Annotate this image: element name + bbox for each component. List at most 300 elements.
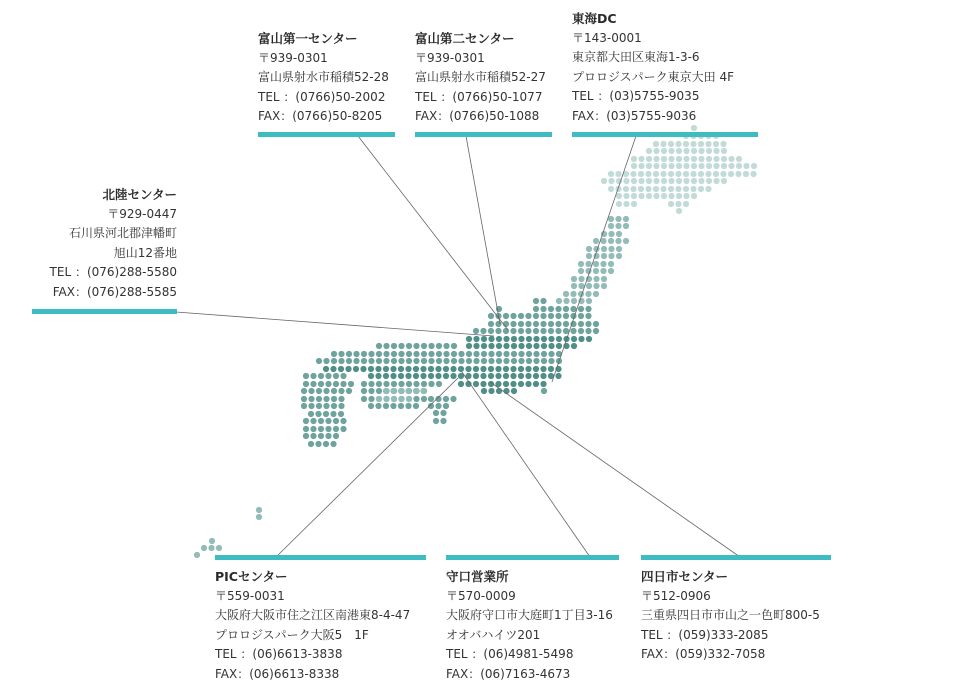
map-dot: [331, 351, 337, 357]
map-dot: [495, 366, 501, 372]
map-dot: [361, 358, 367, 364]
map-dot: [668, 163, 674, 169]
map-dot: [608, 178, 614, 184]
map-dot: [436, 381, 442, 387]
map-dot: [721, 178, 727, 184]
map-dot: [713, 163, 719, 169]
map-dot: [383, 351, 389, 357]
address-line: プロロジスパーク大阪5 1F: [215, 627, 369, 642]
map-dot: [308, 388, 314, 394]
location-name: 四日市センター: [641, 569, 729, 584]
map-dot: [330, 441, 336, 447]
postal-code: 〒929-0447: [107, 206, 177, 221]
map-dot: [683, 171, 689, 177]
map-dot: [473, 336, 479, 342]
map-dot: [585, 306, 591, 312]
map-dot: [683, 201, 689, 207]
map-dot: [451, 351, 457, 357]
location-tokai: [572, 9, 734, 127]
map-dot: [675, 171, 681, 177]
address-line: 石川県河北郡津幡町: [68, 226, 177, 241]
map-dot: [488, 321, 494, 327]
map-dot: [325, 426, 331, 432]
map-dot: [361, 351, 367, 357]
map-dot: [653, 171, 659, 177]
map-dot: [540, 381, 546, 387]
map-dot: [698, 186, 704, 192]
map-dot: [518, 321, 524, 327]
map-dot: [541, 336, 547, 342]
map-dot: [301, 388, 307, 394]
map-dot: [548, 313, 554, 319]
map-dot: [563, 298, 569, 304]
map-dot: [376, 343, 382, 349]
map-dot: [615, 216, 621, 222]
map-dot: [653, 193, 659, 199]
map-dot: [510, 321, 516, 327]
map-dot: [413, 396, 419, 402]
map-dot: [348, 381, 354, 387]
map-dot: [653, 186, 659, 192]
map-dot: [518, 351, 524, 357]
map-dot: [720, 141, 726, 147]
map-dot: [443, 343, 449, 349]
map-dot: [303, 433, 309, 439]
map-dot: [353, 358, 359, 364]
map-dot: [413, 366, 419, 372]
map-dot: [398, 373, 404, 379]
map-dot: [368, 358, 374, 364]
map-dot: [593, 261, 599, 267]
map-dot: [310, 418, 316, 424]
map-dot: [721, 156, 727, 162]
map-dot: [436, 343, 442, 349]
map-dot: [406, 381, 412, 387]
map-dot: [735, 171, 741, 177]
map-dot: [683, 178, 689, 184]
map-dot: [661, 178, 667, 184]
map-dot: [713, 156, 719, 162]
map-dot: [601, 276, 607, 282]
map-dot: [466, 351, 472, 357]
map-dot: [676, 178, 682, 184]
map-dot: [488, 388, 494, 394]
map-dot: [503, 373, 509, 379]
map-dot: [436, 358, 442, 364]
map-dot: [428, 403, 434, 409]
map-dot: [556, 343, 562, 349]
map-dot: [353, 351, 359, 357]
map-dot: [698, 148, 704, 154]
map-dot: [338, 351, 344, 357]
map-dot: [450, 373, 456, 379]
map-dot: [420, 388, 426, 394]
map-dot: [570, 328, 576, 334]
map-dot: [315, 411, 321, 417]
map-dot: [518, 343, 524, 349]
map-dot: [488, 328, 494, 334]
map-dot: [623, 223, 629, 229]
map-dot: [668, 171, 674, 177]
map-dot: [563, 328, 569, 334]
map-dot: [601, 246, 607, 252]
map-dot: [525, 328, 531, 334]
map-dot: [511, 336, 517, 342]
map-dot: [570, 291, 576, 297]
map-dot: [496, 388, 502, 394]
map-dot: [405, 366, 411, 372]
map-dot: [690, 171, 696, 177]
map-dot: [533, 336, 539, 342]
map-dot: [540, 321, 546, 327]
map-dot: [653, 163, 659, 169]
map-dot: [533, 358, 539, 364]
address-line: 大阪府大阪市住之江区南港東8-4-47: [215, 608, 411, 623]
map-dot: [556, 336, 562, 342]
map-dot: [481, 343, 487, 349]
map-dot: [503, 366, 509, 372]
map-dot: [728, 163, 734, 169]
map-dot: [323, 366, 329, 372]
map-dot: [533, 306, 539, 312]
map-dot: [458, 381, 464, 387]
map-dot: [706, 156, 712, 162]
map-dot: [435, 373, 441, 379]
map-dot: [325, 418, 331, 424]
map-dot: [368, 351, 374, 357]
location-name: 北陸センター: [102, 187, 177, 202]
map-dot: [331, 403, 337, 409]
fax-number: FAX：(0766)50-1088: [415, 109, 540, 124]
accent-bar-tokai: [572, 132, 758, 137]
map-dot: [586, 253, 592, 259]
map-dot: [533, 313, 539, 319]
map-dot: [325, 433, 331, 439]
map-dot: [683, 186, 689, 192]
map-dot: [548, 306, 554, 312]
map-dot: [563, 291, 569, 297]
leader-line-yokkaichi: [490, 382, 740, 557]
map-dot: [593, 268, 599, 274]
map-dot: [631, 193, 637, 199]
map-dot: [325, 381, 331, 387]
fax-number: FAX：(03)5755-9036: [572, 108, 697, 123]
map-dot: [571, 343, 577, 349]
map-dot: [421, 351, 427, 357]
accent-bar-toyama1: [258, 132, 395, 137]
map-dot: [578, 276, 584, 282]
map-dot: [353, 366, 359, 372]
map-dot: [661, 156, 667, 162]
map-dot: [406, 343, 412, 349]
map-dot: [540, 313, 546, 319]
map-dot: [593, 238, 599, 244]
address-line: 富山県射水市稲積52-28: [258, 70, 389, 85]
map-dot: [563, 321, 569, 327]
map-dot: [413, 373, 419, 379]
map-dot: [750, 171, 756, 177]
map-dot: [593, 291, 599, 297]
map-dot: [390, 388, 396, 394]
map-dot: [443, 373, 449, 379]
map-dot: [691, 178, 697, 184]
map-dot: [548, 366, 554, 372]
map-dot: [706, 163, 712, 169]
map-dot: [510, 381, 516, 387]
map-dot: [308, 441, 314, 447]
map-dot: [638, 193, 644, 199]
map-dot: [623, 186, 629, 192]
map-dot: [526, 336, 532, 342]
accent-bar-hokuriku: [32, 309, 177, 314]
map-dot: [473, 358, 479, 364]
map-dot: [466, 358, 472, 364]
address-line: プロロジスパーク東京大田 4F: [572, 69, 734, 84]
map-dot: [586, 283, 592, 289]
map-dot: [503, 351, 509, 357]
map-dot: [623, 178, 629, 184]
map-dot: [691, 193, 697, 199]
tel-number: TEL ：(03)5755-9035: [572, 89, 700, 104]
map-dot: [383, 388, 389, 394]
map-dot: [661, 148, 667, 154]
map-dot: [496, 343, 502, 349]
map-dot: [481, 336, 487, 342]
map-dot: [473, 343, 479, 349]
map-dot: [398, 388, 404, 394]
map-dot: [451, 343, 457, 349]
map-dot: [375, 366, 381, 372]
map-dot: [630, 186, 636, 192]
address-line: 東京都大田区東海1-3-6: [572, 50, 700, 65]
map-dot: [668, 186, 674, 192]
map-dot: [333, 381, 339, 387]
map-dot: [209, 538, 215, 544]
map-dot: [578, 268, 584, 274]
map-dot: [375, 373, 381, 379]
map-dot: [503, 358, 509, 364]
map-dot: [405, 403, 411, 409]
map-dot: [368, 381, 374, 387]
map-dot: [458, 366, 464, 372]
map-dot: [413, 381, 419, 387]
map-dot: [450, 396, 456, 402]
map-dot: [398, 366, 404, 372]
map-dot: [308, 396, 314, 402]
map-dot: [608, 186, 614, 192]
map-dot: [338, 411, 344, 417]
map-dot: [698, 163, 704, 169]
map-dot: [511, 358, 517, 364]
map-dot: [435, 403, 441, 409]
leader-line-tokai: [552, 136, 636, 382]
map-dot: [533, 373, 539, 379]
map-dot: [480, 381, 486, 387]
map-dot: [466, 336, 472, 342]
map-dot: [616, 193, 622, 199]
map-dot: [525, 366, 531, 372]
map-dot: [691, 148, 697, 154]
map-dot: [361, 388, 367, 394]
map-dot: [638, 156, 644, 162]
map-dot: [323, 441, 329, 447]
map-dot: [541, 351, 547, 357]
map-dot: [333, 418, 339, 424]
map-dot: [586, 298, 592, 304]
map-dot: [443, 366, 449, 372]
map-dot: [585, 328, 591, 334]
fax-number: FAX：(059)332-7058: [641, 647, 766, 662]
map-dot: [705, 186, 711, 192]
map-dot: [578, 261, 584, 267]
map-dot: [668, 201, 674, 207]
map-dot: [488, 336, 494, 342]
map-dot: [548, 358, 554, 364]
map-dot: [256, 507, 262, 513]
map-dot: [571, 283, 577, 289]
map-dot: [653, 148, 659, 154]
map-dot: [638, 163, 644, 169]
map-dot: [495, 373, 501, 379]
map-dot: [698, 156, 704, 162]
map-dot: [338, 388, 344, 394]
map-dot: [488, 373, 494, 379]
location-name: 富山第一センター: [258, 31, 358, 46]
map-dot: [428, 343, 434, 349]
map-dot: [563, 313, 569, 319]
map-dot: [601, 283, 607, 289]
map-dot: [436, 351, 442, 357]
location-name: 東海DC: [572, 11, 617, 26]
map-dot: [443, 396, 449, 402]
map-dot: [481, 388, 487, 394]
map-dot: [540, 366, 546, 372]
map-dot: [525, 313, 531, 319]
map-dot: [315, 441, 321, 447]
map-dot: [623, 216, 629, 222]
map-dot: [473, 373, 479, 379]
map-dot: [308, 411, 314, 417]
map-dot: [338, 396, 344, 402]
map-dot: [473, 366, 479, 372]
map-dot: [638, 171, 644, 177]
map-dot: [676, 163, 682, 169]
map-dot: [310, 381, 316, 387]
map-dot: [675, 186, 681, 192]
map-dot: [503, 336, 509, 342]
map-dot: [451, 358, 457, 364]
map-dot: [473, 328, 479, 334]
map-dot: [518, 366, 524, 372]
map-dot: [736, 163, 742, 169]
map-dot: [518, 373, 524, 379]
map-dot: [420, 373, 426, 379]
map-dot: [751, 163, 757, 169]
map-dot: [421, 343, 427, 349]
map-dot: [323, 358, 329, 364]
map-dot: [585, 291, 591, 297]
map-dot: [653, 156, 659, 162]
location-hokuriku: [20, 185, 177, 303]
map-dot: [503, 343, 509, 349]
address-line: オオバハイツ201: [446, 627, 541, 642]
map-dot: [496, 358, 502, 364]
map-dot: [593, 321, 599, 327]
map-dot: [325, 373, 331, 379]
map-dot: [383, 358, 389, 364]
map-dot: [376, 388, 382, 394]
map-dot: [600, 261, 606, 267]
map-dot: [661, 163, 667, 169]
map-dot: [578, 328, 584, 334]
map-dot: [690, 186, 696, 192]
map-dot: [600, 268, 606, 274]
location-moriguchi: [446, 567, 613, 685]
map-dot: [503, 328, 509, 334]
map-dot: [406, 351, 412, 357]
map-dot: [340, 373, 346, 379]
map-dot: [593, 328, 599, 334]
map-dot: [413, 351, 419, 357]
map-dot: [601, 178, 607, 184]
map-dot: [660, 141, 666, 147]
map-dot: [675, 201, 681, 207]
map-dot: [440, 418, 446, 424]
map-dot: [376, 381, 382, 387]
map-dot: [518, 358, 524, 364]
map-dot: [390, 403, 396, 409]
map-dot: [510, 373, 516, 379]
map-dot: [601, 253, 607, 259]
map-dot: [368, 403, 374, 409]
map-dot: [533, 351, 539, 357]
map-dot: [518, 381, 524, 387]
map-dot: [421, 358, 427, 364]
map-dot: [706, 148, 712, 154]
map-dot: [303, 381, 309, 387]
map-dot: [391, 396, 397, 402]
map-dot: [360, 366, 366, 372]
map-dot: [303, 373, 309, 379]
map-dot: [608, 268, 614, 274]
map-dot: [720, 171, 726, 177]
map-dot: [338, 403, 344, 409]
map-dot: [705, 141, 711, 147]
map-dot: [548, 343, 554, 349]
map-dot: [526, 351, 532, 357]
map-dot: [675, 141, 681, 147]
map-dot: [331, 388, 337, 394]
map-dot: [578, 336, 584, 342]
map-dot: [713, 148, 719, 154]
map-dot: [585, 321, 591, 327]
map-dot: [383, 343, 389, 349]
map-dot: [428, 396, 434, 402]
map-dot: [608, 231, 614, 237]
map-dot: [668, 148, 674, 154]
map-dot: [593, 276, 599, 282]
map-dot: [450, 366, 456, 372]
map-dot: [310, 426, 316, 432]
map-dot: [303, 426, 309, 432]
map-dot: [706, 178, 712, 184]
map-dot: [540, 373, 546, 379]
map-dot: [333, 426, 339, 432]
map-dot: [301, 403, 307, 409]
map-dot: [533, 298, 539, 304]
map-dot: [616, 253, 622, 259]
map-dot: [208, 545, 214, 551]
